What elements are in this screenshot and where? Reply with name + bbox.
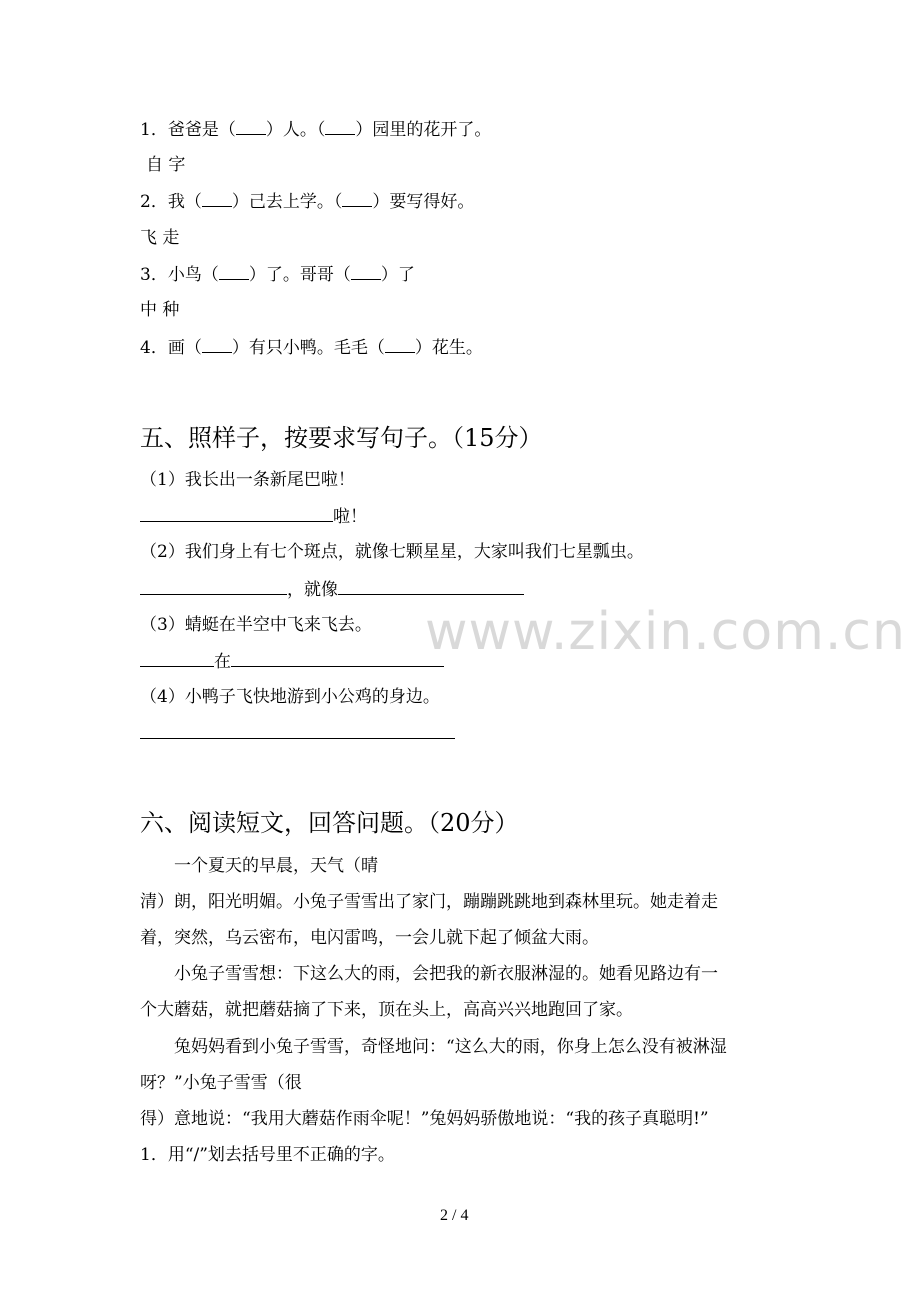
passage-p2-line2: 个大蘑菇，就把蘑菇摘了下来，顶在头上，高高兴兴地跑回了家。: [140, 1000, 633, 1020]
q3-text-a: 小鸟（: [167, 265, 219, 285]
q1-line: [140, 118, 491, 141]
s1-answer-suffix: 啦！: [333, 507, 367, 527]
q4-blank-1[interactable]: [202, 336, 232, 353]
q2-text-c: ）要写得好。: [372, 192, 475, 212]
q3-word-options: 中 种: [140, 300, 180, 320]
s2-answer-blank-2[interactable]: [338, 578, 524, 595]
q1-word-options: 自 字: [146, 155, 186, 175]
q3-text-b: ）了。哥哥（: [248, 265, 351, 285]
passage-p2-line1: 小兔子雪雪想：下这么大的雨，会把我的新衣服淋湿的。她看见路边有一: [174, 964, 718, 984]
s2-answer-blank-1[interactable]: [140, 578, 287, 595]
s4-answer-blank[interactable]: [140, 722, 455, 739]
q4-text-a: 画（: [167, 338, 202, 358]
q2-text-a: 我（: [167, 192, 202, 212]
s3-answer-mid: 在: [214, 652, 231, 672]
q2-word-options: 飞 走: [140, 228, 180, 248]
s3-answer: [140, 650, 444, 673]
q2-blank-1[interactable]: [202, 190, 232, 207]
s1-answer-blank[interactable]: [140, 505, 333, 522]
passage-p1-line2: 清）朗，阳光明媚。小兔子雪雪出了家门，蹦蹦跳跳地到森林里玩。她走着走: [140, 892, 718, 912]
q1-text-a: 爸爸是（: [167, 120, 236, 140]
passage-p1-line3: 着，突然，乌云密布，电闪雷鸣，一会儿就下起了倾盆大雨。: [140, 928, 599, 948]
q4-line: [140, 336, 483, 359]
s3-answer-blank-1[interactable]: [140, 650, 214, 667]
q3-blank-2[interactable]: [351, 263, 381, 280]
section5-title: 五、照样子，按要求写句子。（15分）: [140, 424, 543, 452]
q1-blank-1[interactable]: [236, 118, 266, 135]
q1-text-b: ）人。（: [265, 120, 326, 140]
q3-line: [140, 263, 415, 286]
page-number: 2 / 4: [440, 1207, 469, 1224]
passage-p1-line1: 一个夏天的早晨，天气（晴: [174, 856, 378, 876]
s2-answer-mid: ，就像: [287, 580, 338, 600]
passage-p3-line1: 兔妈妈看到小兔子雪雪，奇怪地问：“这么大的雨，你身上怎么没有被淋湿: [174, 1037, 727, 1057]
q3-text-c: ）了: [380, 265, 415, 285]
q2-line: [140, 190, 474, 213]
passage-p3-line3: 得）意地说：“我用大蘑菇作雨伞呢！”兔妈妈骄傲地说：“我的孩子真聪明!”: [140, 1109, 709, 1129]
s2-prompt: （2）我们身上有七个斑点，就像七颗星星，大家叫我们七星瓢虫。: [140, 542, 644, 562]
q4-number: 4．: [140, 338, 168, 358]
q3-number: 3．: [140, 265, 168, 285]
s4-answer: [140, 722, 455, 745]
s1-answer: [140, 505, 367, 528]
q2-number: 2．: [140, 192, 168, 212]
watermark: www.zixin.com.cn: [425, 602, 906, 662]
q1-number: 1．: [140, 120, 168, 140]
q3-blank-1[interactable]: [219, 263, 249, 280]
s1-prompt: （1）我长出一条新尾巴啦！: [140, 470, 355, 490]
q1-text-c: ）园里的花开了。: [355, 120, 492, 140]
s2-answer: [140, 578, 524, 601]
q4-text-b: ）有只小鸭。毛毛（: [231, 338, 385, 358]
q2-blank-2[interactable]: [342, 190, 372, 207]
q2-text-b: ）己去上学。（: [231, 192, 343, 212]
q4-text-c: ）花生。: [414, 338, 483, 358]
s3-prompt: （3）蜻蜓在半空中飞来飞去。: [140, 615, 372, 635]
section6-title: 六、阅读短文，回答问题。（20分）: [140, 809, 519, 837]
s3-answer-blank-2[interactable]: [231, 650, 444, 667]
s4-prompt: （4）小鸭子飞快地游到小公鸡的身边。: [140, 687, 440, 707]
q4-blank-2[interactable]: [385, 336, 415, 353]
q1-blank-2[interactable]: [325, 118, 355, 135]
reading-question-1: 1．用“/”划去括号里不正确的字。: [140, 1145, 395, 1165]
passage-p3-line2: 呀？”小兔子雪雪（很: [140, 1073, 302, 1093]
